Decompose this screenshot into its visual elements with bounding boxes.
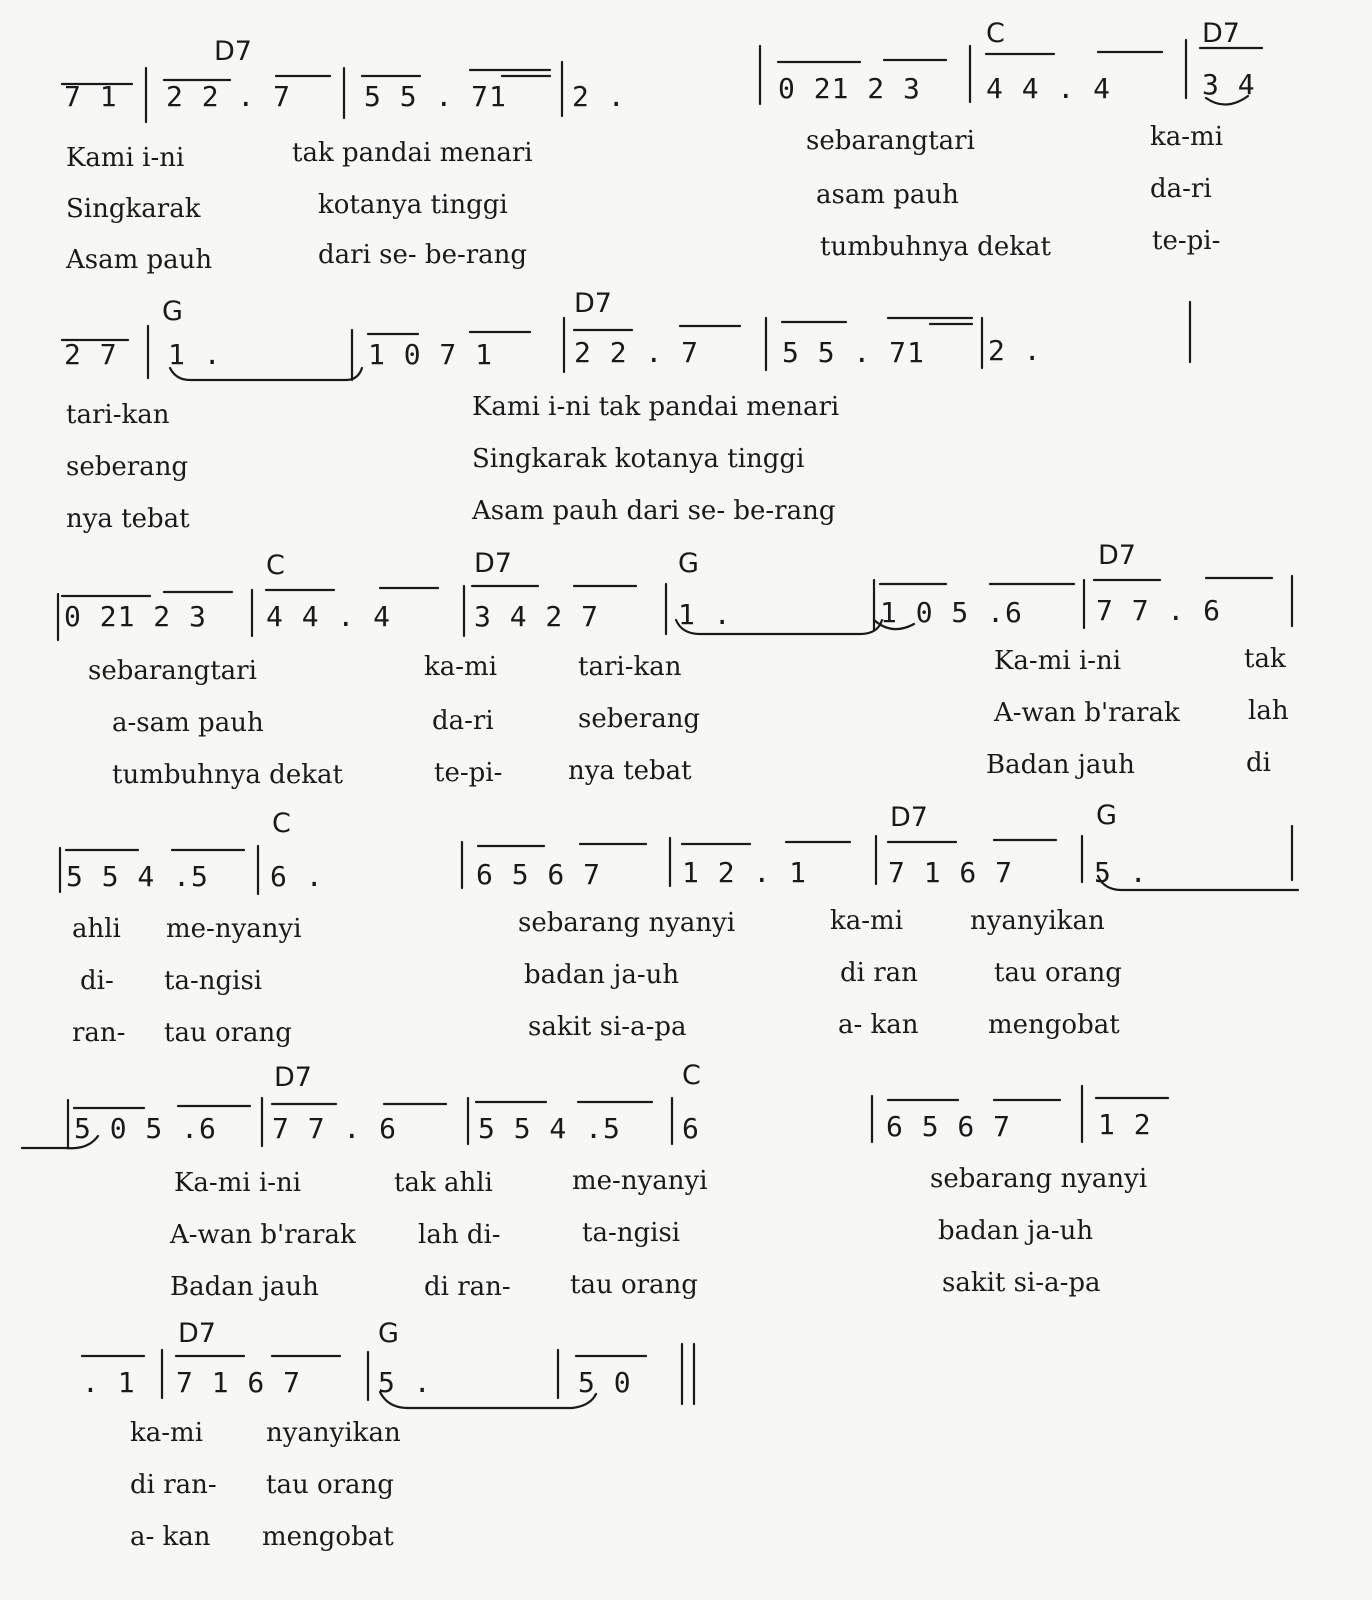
chord-d7: D7 — [214, 36, 252, 67]
chord-d7: D7 — [1202, 18, 1240, 49]
lyric: ahli — [72, 914, 121, 944]
lyric: di ran- — [424, 1272, 511, 1302]
lyric: ta-ngisi — [164, 966, 263, 996]
notes-measure: 1 . — [678, 598, 732, 631]
lyric: me-nyanyi — [166, 914, 302, 944]
notes-measure: 6 5 6 7 — [886, 1110, 1012, 1143]
notes-measure: 1 2 — [1098, 1108, 1152, 1141]
lyric: Asam pauh — [66, 245, 213, 275]
lyric: tari-kan — [578, 652, 682, 682]
slur — [22, 1136, 98, 1148]
lyric: ran- — [72, 1018, 126, 1048]
lyric: A-wan b'rarak — [170, 1220, 356, 1250]
slur — [676, 620, 882, 634]
notes-measure: 4 4 . 4 — [986, 72, 1112, 105]
lyric: da-ri — [1150, 174, 1212, 204]
lyric: sebarangtari — [806, 126, 975, 156]
chord-c: C — [266, 550, 285, 581]
notes-measure: 5 5 . 71 — [364, 80, 507, 113]
notes-measure: 5 5 4 .5 — [478, 1112, 621, 1145]
notes-measure: 5 0 5 .6 — [74, 1112, 217, 1145]
lyric: nyanyikan — [266, 1418, 401, 1448]
lyric: lah di- — [418, 1220, 501, 1250]
lyric: sebarang nyanyi — [518, 908, 736, 938]
lyric: te-pi- — [434, 758, 503, 788]
lyric: mengobat — [262, 1522, 394, 1552]
lyric: nyanyikan — [970, 906, 1105, 936]
lyric: sebarang nyanyi — [930, 1164, 1148, 1194]
lyric: da-ri — [432, 706, 494, 736]
lyric: ka-mi — [1150, 122, 1224, 152]
lyric: tak pandai menari — [292, 138, 533, 168]
notes-measure: 5 . — [1094, 856, 1148, 889]
chord-d7: D7 — [178, 1318, 216, 1349]
lyric: Kami i-ni — [66, 143, 185, 173]
lyric: mengobat — [988, 1010, 1120, 1040]
lyric: tau orang — [570, 1270, 698, 1300]
lyric: tau orang — [164, 1018, 292, 1048]
chord-d7: D7 — [1098, 540, 1136, 571]
notes-measure: 0 21 2 3 — [64, 600, 207, 633]
lyric: di — [1246, 748, 1271, 778]
lyric: ka-mi — [424, 652, 498, 682]
slur — [1206, 96, 1248, 105]
chord-g: G — [378, 1318, 399, 1349]
notes-measure: 6 5 6 7 — [476, 858, 602, 891]
notes-measure: 7 1 6 7 — [888, 856, 1014, 889]
lyric: ta-ngisi — [582, 1218, 681, 1248]
lyric: di ran- — [130, 1470, 217, 1500]
notes-measure: 0 21 2 3 — [778, 72, 921, 105]
slur — [170, 368, 362, 380]
lyric: lah — [1248, 696, 1289, 726]
lyric: ka-mi — [830, 906, 904, 936]
chord-d7: D7 — [274, 1062, 312, 1093]
chord-d7: D7 — [574, 288, 612, 319]
notes-measure: 7 7 . 6 — [1096, 594, 1222, 627]
notes-measure: 3 4 2 7 — [474, 600, 600, 633]
notes-measure: 2 2 . 7 — [166, 80, 292, 113]
chord-g: G — [162, 296, 183, 327]
chord-d7: D7 — [890, 802, 928, 833]
lyric: Kami i-ni tak pandai menari — [472, 392, 840, 422]
lyric: a- kan — [130, 1522, 211, 1552]
lyric: kotanya tinggi — [318, 190, 508, 220]
lyric: me-nyanyi — [572, 1166, 708, 1196]
lyric: Singkarak — [66, 194, 201, 224]
lyric: te-pi- — [1152, 226, 1221, 256]
lyric: tak — [1244, 644, 1286, 674]
lyric: nya tebat — [568, 756, 692, 786]
chord-c: C — [986, 18, 1005, 49]
lyric: Singkarak kotanya tinggi — [472, 444, 805, 474]
notes-measure: 1 0 7 1 — [368, 338, 494, 371]
lyric: tau orang — [266, 1470, 394, 1500]
chord-d7: D7 — [474, 548, 512, 579]
chord-g: G — [678, 548, 699, 579]
lyric: tau orang — [994, 958, 1122, 988]
lyric: asam pauh — [816, 180, 959, 210]
notes-measure: 5 5 4 .5 — [66, 860, 209, 893]
lyric: badan ja-uh — [938, 1216, 1094, 1246]
lyric: A-wan b'rarak — [994, 698, 1180, 728]
slur — [874, 620, 914, 629]
notes-measure: 6 . — [270, 860, 324, 893]
lyric: nya tebat — [66, 504, 190, 534]
chord-g: G — [1096, 800, 1117, 831]
chord-c: C — [682, 1060, 701, 1091]
lyric: ka-mi — [130, 1418, 204, 1448]
notes-measure: 4 4 . 4 — [266, 600, 392, 633]
lyric: badan ja-uh — [524, 960, 680, 990]
lyric: tumbuhnya dekat — [820, 232, 1051, 262]
notes-measure: 5 0 — [578, 1366, 632, 1399]
lyric: a-sam pauh — [112, 708, 264, 738]
notes-measure: 2 7 — [64, 338, 118, 371]
lyric: Ka-mi i-ni — [994, 646, 1122, 676]
lyric: Ka-mi i-ni — [174, 1168, 302, 1198]
notes-measure: 7 1 6 7 — [176, 1366, 302, 1399]
lyric: Badan jauh — [170, 1272, 319, 1302]
notes-measure: 3 4 — [1202, 68, 1256, 101]
lyric: tumbuhnya dekat — [112, 760, 343, 790]
lyric: seberang — [578, 704, 701, 734]
lyric: di ran — [840, 958, 918, 988]
notes-measure: 6 — [682, 1112, 700, 1145]
lyric: di- — [80, 966, 114, 996]
notes-measure: 2 2 . 7 — [574, 336, 700, 369]
notes-measure: 1 . — [168, 338, 222, 371]
notes-measure: 5 5 . 71 — [782, 336, 925, 369]
notes-measure: 2 . — [572, 80, 626, 113]
lyric: seberang — [66, 452, 189, 482]
notes-measure: 5 . — [378, 1366, 432, 1399]
notes-measure: 2 . — [988, 334, 1042, 367]
slur — [1098, 876, 1298, 890]
lyric: a- kan — [838, 1010, 919, 1040]
lyric: sebarangtari — [88, 656, 257, 686]
notes-measure: 1 0 5 .6 — [880, 596, 1023, 629]
lyric: sakit si-a-pa — [528, 1012, 687, 1042]
lyric: dari se- be-rang — [318, 240, 528, 270]
lyric: sakit si-a-pa — [942, 1268, 1101, 1298]
slur — [380, 1392, 596, 1408]
lyric: tak ahli — [394, 1168, 493, 1198]
lyric: Badan jauh — [986, 750, 1135, 780]
notes-measure: 1 2 . 1 — [682, 856, 808, 889]
notes-measure: 7 7 . 6 — [272, 1112, 398, 1145]
lyric: Asam pauh dari se- be-rang — [472, 496, 836, 526]
notes-measure: 7 1 — [64, 80, 118, 113]
notes-measure: . 1 — [82, 1366, 136, 1399]
lyric: tari-kan — [66, 400, 170, 430]
chord-c: C — [272, 808, 291, 839]
